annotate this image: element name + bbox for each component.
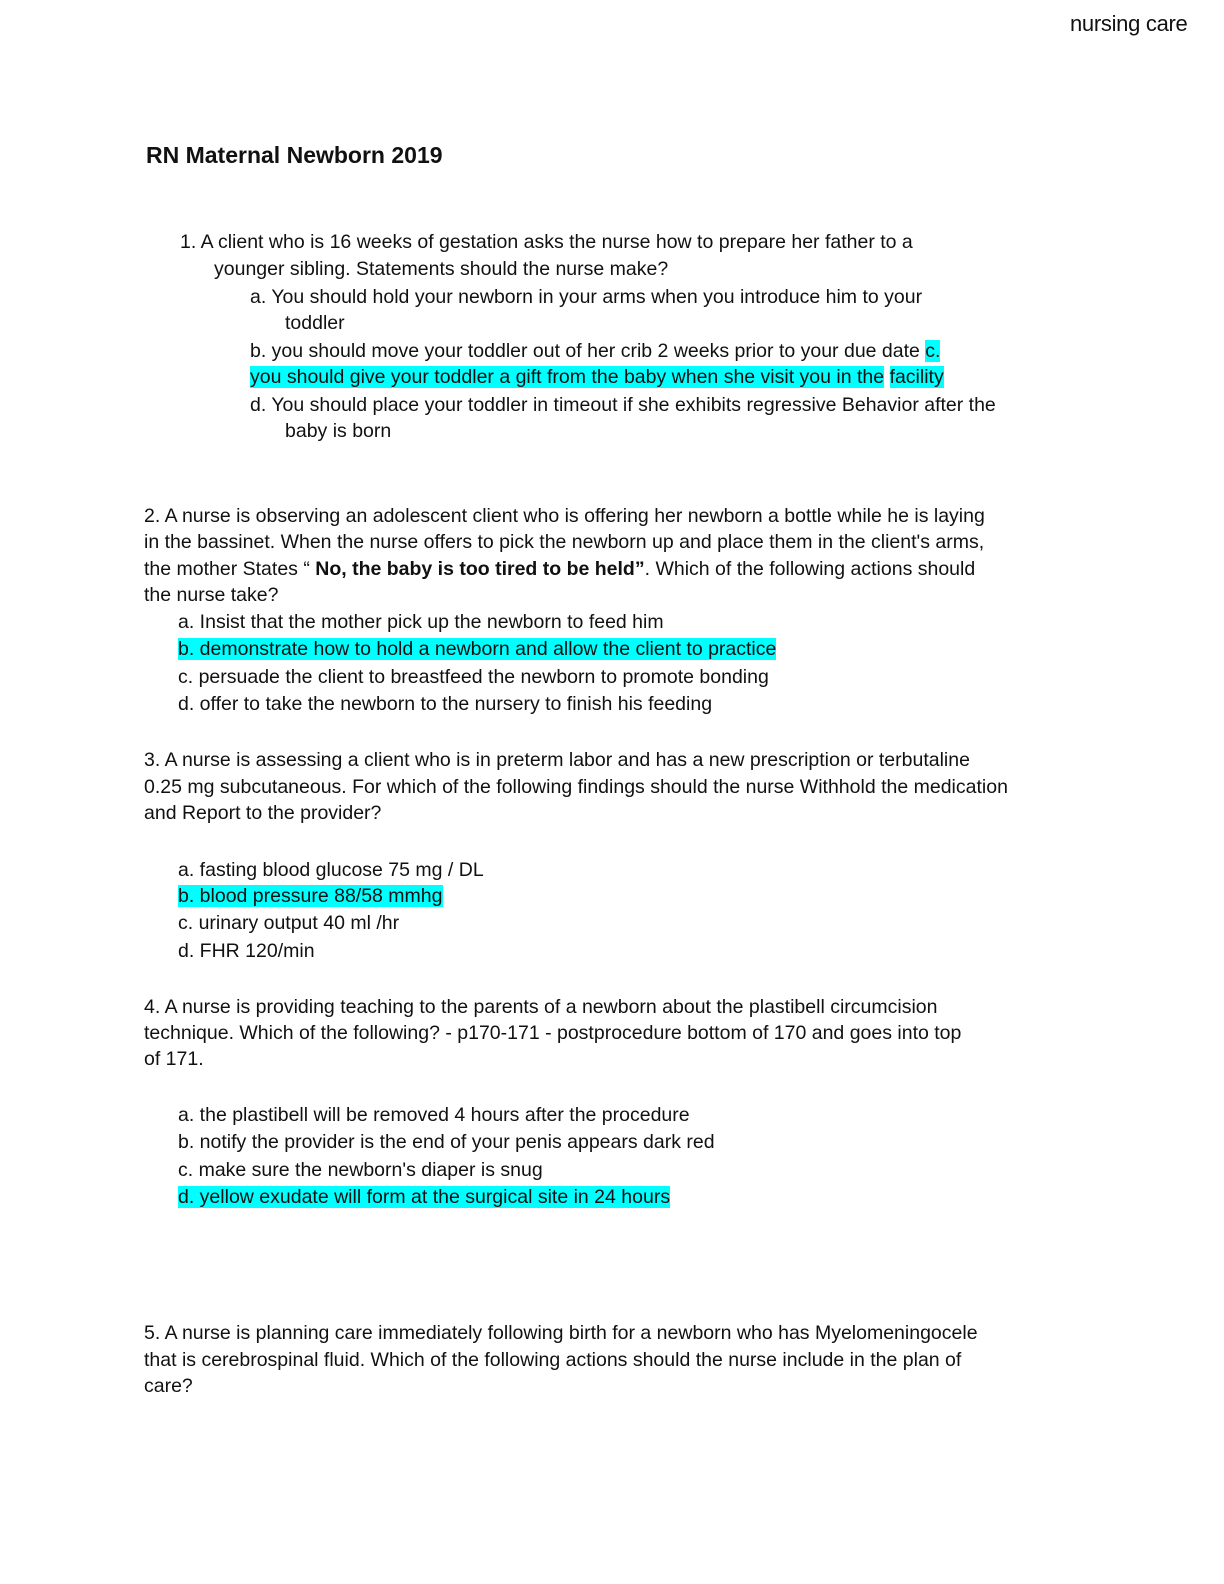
- question-text: the nurse take?: [144, 584, 279, 606]
- question-text: younger sibling. Statements should the nurse make?: [214, 258, 669, 280]
- question-text: 1. A client who is 16 weeks of gestation asks the nurse how to prepare her father to a: [180, 231, 913, 253]
- option-b: b. notify the provider is the end of your penis appears dark red: [178, 1131, 715, 1153]
- question-text: in the bassinet. When the nurse offers to pick the newborn up and place them in the client's arms,: [144, 531, 985, 553]
- option-a: a. the plastibell will be removed 4 hours after the procedure: [178, 1104, 690, 1126]
- quote-prefix: the mother States “: [144, 558, 316, 580]
- question-text: care?: [144, 1375, 193, 1397]
- option-b-text: b. you should move your toddler out of her crib 2 weeks prior to your due date: [250, 340, 926, 362]
- option-c-text: you should give your toddler a gift from the baby when she visit you in the: [250, 366, 885, 388]
- question-text: 5. A nurse is planning care immediately following birth for a newborn who has Myelomeningocele: [144, 1322, 978, 1344]
- option-a: a. Insist that the mother pick up the newborn to feed him: [178, 611, 664, 633]
- option-d: d. offer to take the newborn to the nursery to finish his feeding: [178, 693, 713, 715]
- option-d-highlighted: d. yellow exudate will form at the surgical site in 24 hours: [178, 1186, 671, 1208]
- option-a: a. fasting blood glucose 75 mg / DL: [178, 859, 484, 881]
- question-text: and Report to the provider?: [144, 802, 382, 824]
- option-d-continued: baby is born: [285, 420, 392, 442]
- question-text: that is cerebrospinal fluid. Which of the following actions should the nurse include in the plan of: [144, 1349, 962, 1371]
- option-b-highlighted: b. blood pressure 88/58 mmhg: [178, 885, 443, 907]
- option-d: d. FHR 120/min: [178, 940, 315, 962]
- option-d: [178, 1184, 670, 1210]
- option-a-continued: toddler: [285, 312, 345, 334]
- page-title: RN Maternal Newborn 2019: [146, 142, 443, 168]
- option-c-end: facility: [889, 366, 944, 388]
- question-text: of 171.: [144, 1048, 204, 1070]
- option-b: [178, 883, 443, 909]
- header-label: nursing care: [1070, 11, 1188, 36]
- question-text: 3. A nurse is assessing a client who is in preterm labor and has a new prescription or terbutaline: [144, 749, 970, 771]
- option-b: [178, 636, 776, 662]
- option-c-start: c.: [925, 340, 941, 362]
- question-text: 4. A nurse is providing teaching to the parents of a newborn about the plastibell circumcision: [144, 996, 938, 1018]
- question-text: 2. A nurse is observing an adolescent client who is offering her newborn a bottle while he is laying: [144, 505, 985, 527]
- option-c: [250, 364, 944, 390]
- option-b: [250, 338, 940, 364]
- option-b-highlighted: b. demonstrate how to hold a newborn and allow the client to practice: [178, 638, 777, 660]
- question-text: technique. Which of the following? - p170-171 - postprocedure bottom of 170 and goes into top: [144, 1022, 962, 1044]
- quote-bold: No, the baby is too tired to be held”: [315, 558, 645, 580]
- option-c: c. make sure the newborn's diaper is snug: [178, 1159, 543, 1181]
- question-text: 0.25 mg subcutaneous. For which of the following findings should the nurse Withhold the medication: [144, 776, 1008, 798]
- quote-suffix: . Which of the following actions should: [644, 558, 976, 580]
- question-text: [144, 556, 975, 582]
- option-c: c. persuade the client to breastfeed the newborn to promote bonding: [178, 666, 769, 688]
- option-c: c. urinary output 40 ml /hr: [178, 912, 400, 934]
- option-d: d. You should place your toddler in timeout if she exhibits regressive Behavior after the: [250, 394, 996, 416]
- option-a: a. You should hold your newborn in your arms when you introduce him to your: [250, 286, 923, 308]
